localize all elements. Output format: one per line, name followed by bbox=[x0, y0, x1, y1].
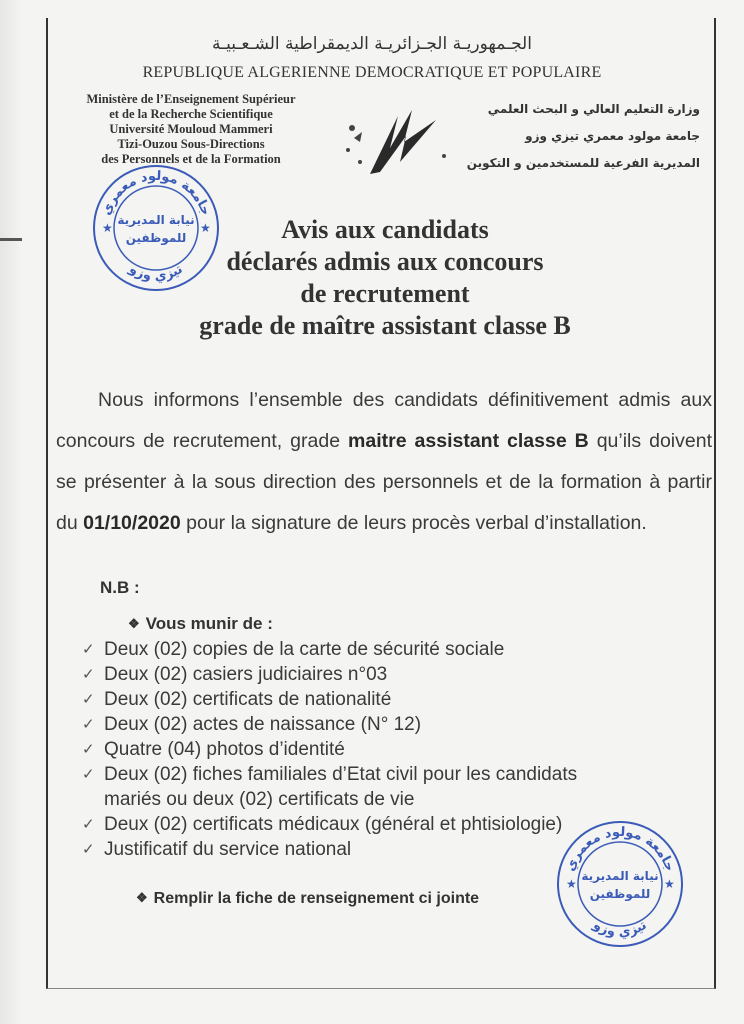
grade-text: maitre assistant classe B bbox=[348, 430, 589, 452]
body-text: pour la signature de leurs procès verbal d’installation. bbox=[180, 512, 647, 534]
list-item bbox=[82, 762, 642, 812]
notice-title bbox=[150, 214, 620, 342]
ministry-fr-line: Tizi-Ouzou Sous-Directions bbox=[117, 137, 265, 151]
requirement-continuation: mariés ou deux (02) certificats de vie bbox=[104, 789, 415, 810]
stamp-bottom-text: تيزي وزو bbox=[590, 917, 650, 941]
requirement-text: Deux (02) copies de la carte de sécurité sociale bbox=[104, 639, 505, 660]
ministry-ar-line: وزارة التعليم العالي و البحث العلمي bbox=[487, 102, 700, 116]
fill-form-text: Remplir la fiche de renseignement ci jointe bbox=[153, 890, 480, 907]
ministry-fr-line: Ministère de l’Enseignement Supérieur bbox=[86, 92, 296, 106]
scan-edge bbox=[0, 0, 22, 1024]
stamp-center-line: للموظفين bbox=[589, 887, 651, 901]
header-arabic: الجـمهوريـة الجـزائريـة الديمقراطية الشـعـبيـة bbox=[212, 34, 532, 54]
requirement-text: Deux (02) certificats de nationalité bbox=[104, 689, 392, 710]
stamp-center-line: للموظفين bbox=[125, 231, 187, 245]
nb-label: N.B : bbox=[100, 578, 140, 597]
diamond-icon: ❖ bbox=[128, 616, 140, 631]
title-line: grade de maître assistant classe B bbox=[199, 311, 571, 340]
documents-heading-text: Vous munir de : bbox=[145, 614, 273, 633]
check-icon: ✓ bbox=[82, 666, 95, 683]
svg-text:جامعة مولود معمري bbox=[99, 169, 213, 218]
stamp-center-line: نيابة المديرية bbox=[581, 869, 659, 883]
header-french: REPUBLIQUE ALGERIENNE DEMOCRATIQUE ET POPULAIRE bbox=[142, 64, 602, 81]
check-icon: ✓ bbox=[82, 691, 95, 708]
check-icon: ✓ bbox=[82, 641, 95, 658]
requirement-text: Quatre (04) photos d’identité bbox=[104, 739, 345, 760]
official-stamp bbox=[552, 816, 688, 952]
check-icon: ✓ bbox=[82, 841, 95, 858]
list-item bbox=[82, 737, 642, 762]
requirement-text: Deux (02) actes de naissance (N° 12) bbox=[104, 714, 422, 735]
stamp-center-line: نيابة المديرية bbox=[117, 213, 195, 227]
title-line: Avis aux candidats bbox=[281, 215, 489, 244]
diamond-icon: ❖ bbox=[136, 890, 148, 905]
list-item bbox=[82, 662, 642, 687]
ministry-fr-line: et de la Recherche Scientifique bbox=[109, 107, 273, 121]
check-icon: ✓ bbox=[82, 816, 95, 833]
check-icon: ✓ bbox=[82, 741, 95, 758]
check-icon: ✓ bbox=[82, 766, 95, 783]
svg-text:جامعة مولود معمري bbox=[563, 825, 677, 874]
ministry-ar-line: جامعة مولود معمري تيزي وزو bbox=[525, 129, 700, 143]
stamp-top-text: جامعة مولود معمري bbox=[562, 824, 678, 874]
title-line: de recrutement bbox=[300, 279, 470, 308]
ministry-fr-line: Université Mouloud Mammeri bbox=[109, 122, 273, 136]
requirement-text: Deux (02) certificats médicaux (général et phtisiologie) bbox=[104, 814, 563, 835]
check-icon: ✓ bbox=[82, 716, 95, 733]
notice-body bbox=[56, 380, 712, 544]
title-line: déclarés admis aux concours bbox=[226, 247, 544, 276]
scan-mark bbox=[0, 238, 22, 241]
university-logo bbox=[340, 102, 450, 182]
list-item bbox=[82, 687, 642, 712]
star-icon: ★ bbox=[102, 221, 113, 235]
body-text: Nous informons l’ensemble des candidats définitivement admis aux concours de recrutement, grade bbox=[56, 389, 712, 452]
list-item bbox=[82, 637, 642, 662]
fill-form-note bbox=[136, 890, 479, 908]
requirement-text: Deux (02) casiers judiciaires n°03 bbox=[104, 664, 388, 685]
ministry-fr-line: des Personnels et de la Formation bbox=[101, 152, 281, 166]
star-icon: ★ bbox=[664, 877, 675, 891]
stamp-bottom-text: تيزي وزو bbox=[126, 261, 186, 285]
documents-heading bbox=[128, 614, 273, 634]
ministry-ar-line: المديرية الفرعية للمستخدمين و التكوين bbox=[466, 156, 700, 170]
star-icon: ★ bbox=[200, 221, 211, 235]
star-icon: ★ bbox=[566, 877, 577, 891]
ministry-block-arabic bbox=[450, 96, 700, 177]
ministry-block-french bbox=[56, 92, 326, 167]
body-text: qu’ils doivent se présenter à la sous direction des personnels et de la formation à partir du bbox=[56, 430, 712, 534]
requirement-text: Deux (02) fiches familiales d’Etat civil pour les candidats bbox=[104, 764, 578, 785]
svg-text:تيزي وزو bbox=[590, 917, 650, 940]
stamp-top-text: جامعة مولود معمري bbox=[98, 168, 214, 218]
list-item bbox=[82, 712, 642, 737]
requirement-text: Justificatif du service national bbox=[104, 839, 352, 860]
date-text: 01/10/2020 bbox=[83, 512, 181, 534]
